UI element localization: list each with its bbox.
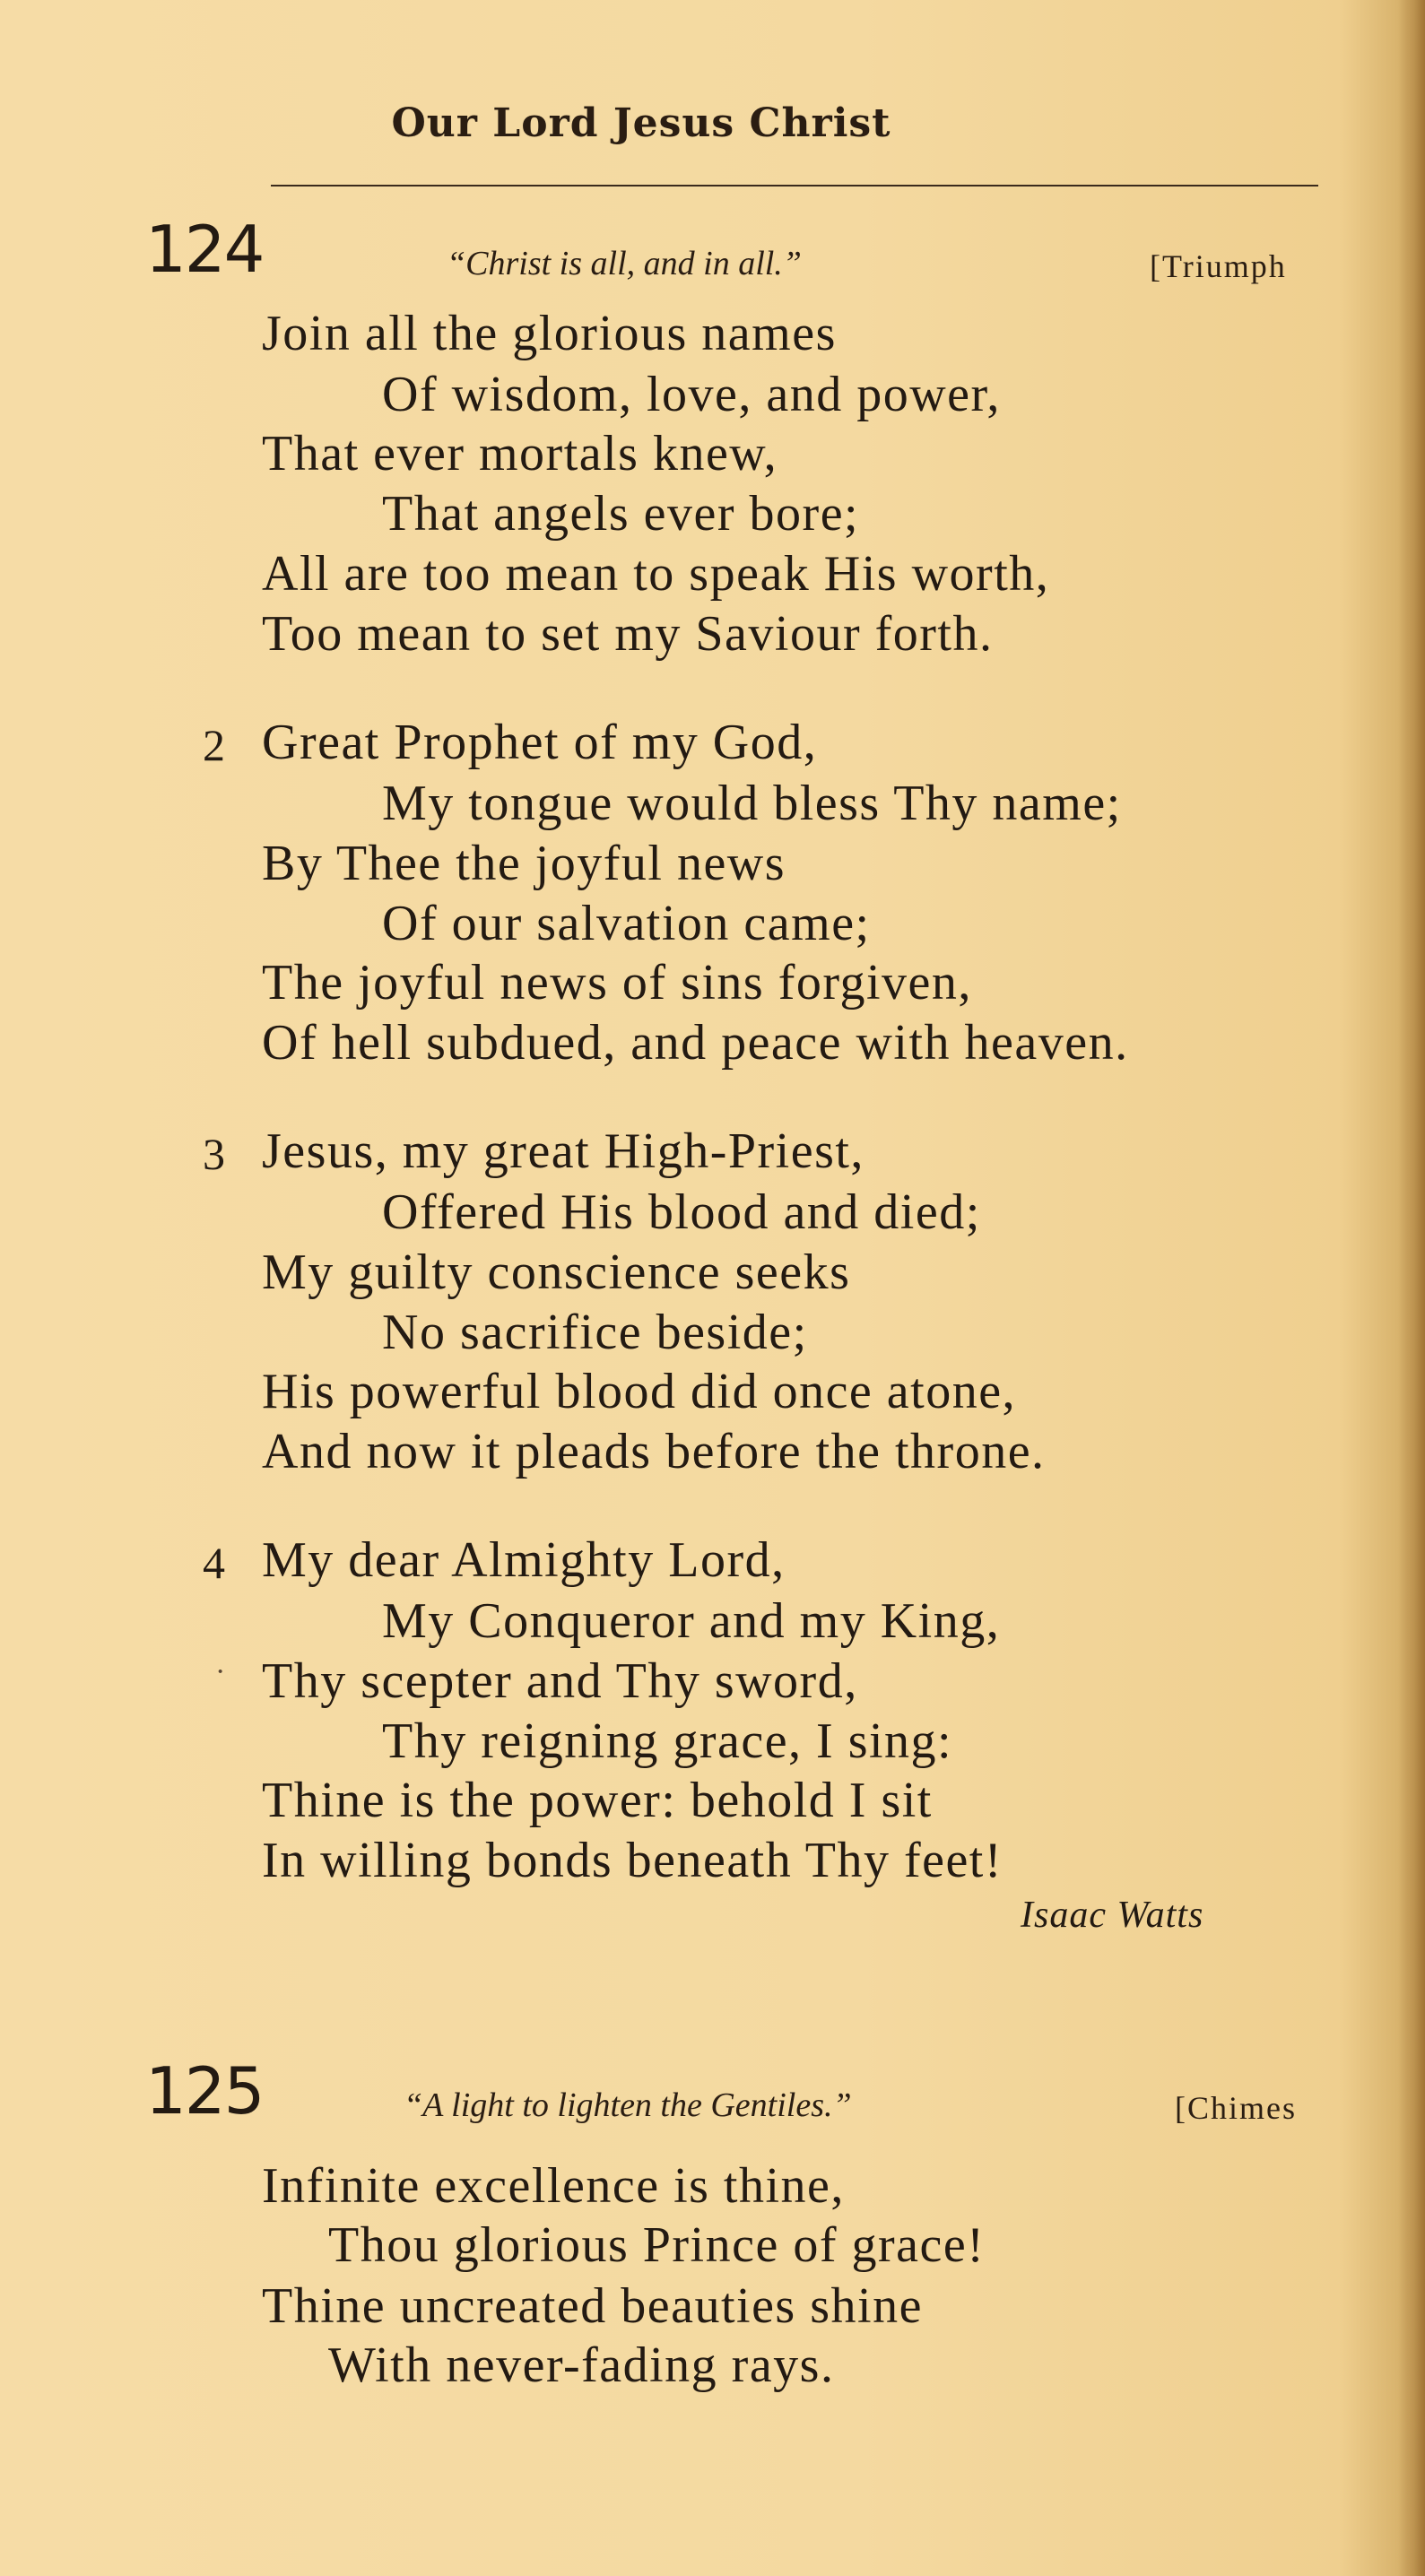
running-head: Our Lord Jesus Christ (391, 100, 891, 146)
header-rule (271, 185, 1318, 186)
hymn-line: Thou glorious Prince of grace! (328, 2217, 986, 2273)
hymn-number: 124 (145, 212, 264, 287)
hymn-line: My dear Almighty Lord, (262, 1532, 786, 1588)
hymn-line: Offered His blood and died; (382, 1184, 981, 1240)
hymn-line: All are too mean to speak His worth, (262, 546, 1050, 602)
hymn-line: My tongue would bless Thy name; (382, 776, 1122, 831)
hymn-line: Infinite excellence is thine, (262, 2158, 845, 2214)
hymn-line: My guilty conscience seeks (262, 1245, 851, 1300)
page-edge-shadow (1398, 0, 1425, 2576)
hymn-line: Great Prophet of my God, (262, 715, 818, 770)
hymn-caption: “A light to lighten the Gentiles.” (404, 2086, 852, 2124)
hymn-line: Of hell subdued, and peace with heaven. (262, 1015, 1129, 1071)
hymn-line: With never-fading rays. (328, 2337, 835, 2393)
hymn-line: Of our salvation came; (382, 896, 871, 951)
print-dot-mark: · (215, 1655, 226, 1688)
hymn-tune: [Triumph (1150, 248, 1287, 284)
hymn-tune: [Chimes (1175, 2090, 1297, 2126)
verse-number: 3 (203, 1129, 225, 1179)
hymn-line: Thy scepter and Thy sword, (262, 1653, 858, 1709)
hymn-caption: “Christ is all, and in all.” (447, 245, 802, 282)
hymn-line: Jesus, my great High-Priest, (262, 1123, 865, 1179)
hymn-line: In willing bonds beneath Thy feet! (262, 1833, 1004, 1888)
hymn-line: My Conqueror and my King, (382, 1593, 1001, 1649)
hymn-line: The joyful news of sins forgiven, (262, 955, 972, 1010)
hymn-line: That angels ever bore; (382, 486, 860, 542)
hymn-line: That ever mortals knew, (262, 426, 778, 481)
hymn-line: Thine uncreated beauties shine (262, 2278, 923, 2334)
hymn-line: And now it pleads before the throne. (262, 1424, 1046, 1479)
hymn-line: No sacrifice beside; (382, 1305, 808, 1360)
hymn-line: Join all the glorious names (262, 306, 837, 361)
hymn-number: 125 (145, 2053, 264, 2129)
hymn-line: His powerful blood did once atone, (262, 1364, 1017, 1419)
hymn-line: Of wisdom, love, and power, (382, 367, 1001, 422)
verse-number: 2 (203, 720, 225, 770)
hymn-line: Too mean to set my Saviour forth. (262, 606, 994, 662)
hymn-line: By Thee the joyful news (262, 836, 786, 891)
hymn-author: Isaac Watts (1021, 1895, 1204, 1936)
hymn-line: Thy reigning grace, I sing: (382, 1713, 953, 1769)
hymn-line: Thine is the power: behold I sit (262, 1773, 933, 1828)
verse-number: 4 (203, 1538, 225, 1588)
